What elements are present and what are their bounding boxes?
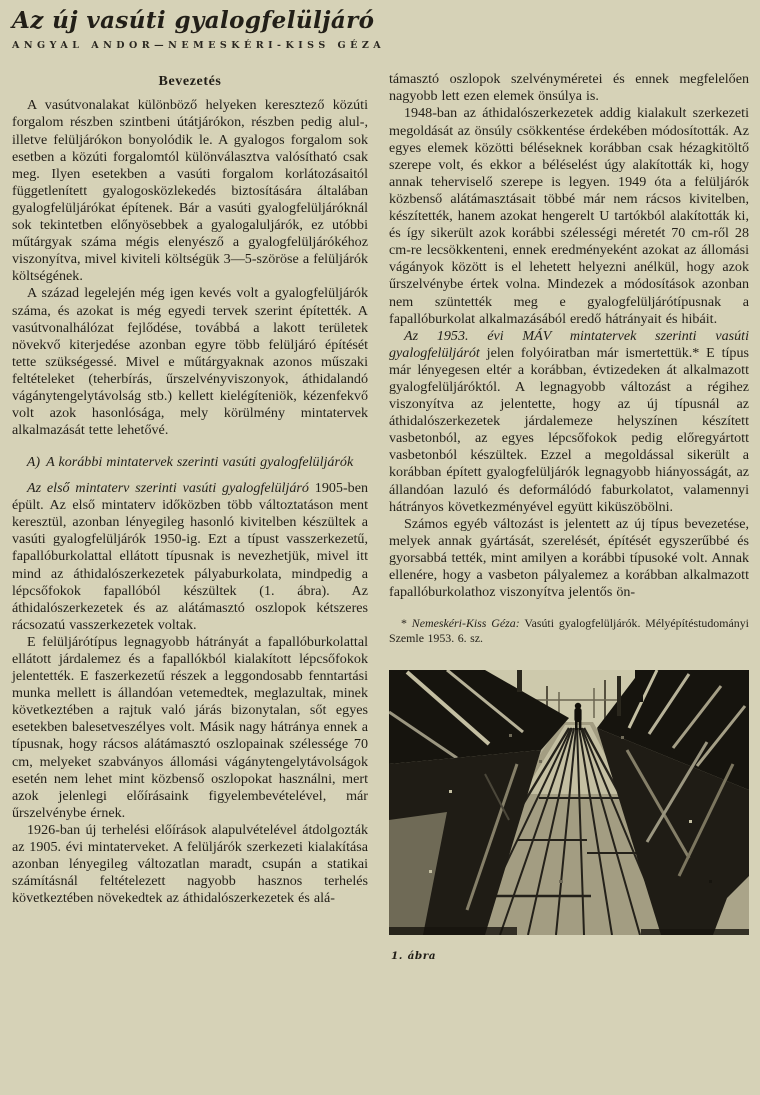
paragraph: A vasútvonalakat különböző helyeken keresztező közúti forgalom részben szintbeni útátjárókon, részben pedig alul-, illetve felüljárókon bonyolódik le. A gyalogos forgalom sok esetben a közúti forgalomtól különválasztva valósítható csak meg. Ilyen esetekben a vasúti forgalom korlátozásaitól függetlenített gyalogosközlekedés biztosítására általában gyalogfelüljárókat építenek. Bár a vasúti gyalogfelüljáróknál sok tekintetben előnyösebbek a gyalogaluljárók, ez utóbbi műtárgyak száma mégis elenyésző a gyalogfelüljárókéhoz viszonyítva, mivel kiviteli költségük 3—5-szöröse a felüljárók költségének.: [12, 97, 368, 285]
paragraph-rest: jelen folyóiratban már ismertettük.* E típus már lényegesen eltér a korábban, évtizedeken át alkalmazott gyalogfelüljáróktól. A legnagyobb változást a régihez viszonyítva az jelentette, hogy az új típusnál az áthidalószerkezetek járdalemeze helyszínen készített vasbetonból, az egyes lépcsőfokok pedig előregyártott vasbetonból készültek. Ezzel a megoldással sikerült a korábban épített gyalogfelüljárók legnagyobb hiányosságát, az állandóan lazuló és deformálódó faburkolatot, valamennyi hátrányos következményével együtt kiküszöbölni.: [389, 344, 749, 515]
subsection-label: A): [26, 454, 41, 471]
authors-line: ANGYAL ANDOR—NEMESKÉRI-KISS GÉZA: [12, 40, 386, 52]
paragraph: 1926-ban új terhelési előírások alapulvételével átdolgozták az 1905. évi mintaterveket. A felüljárók szerkezeti kialakítása azonban lényegileg változatlan maradt, csupán a statikai számításnál feltételezett nagyobb hasznos terhelés következtében növekedtek az áthidalószerkezetek és alá-: [12, 821, 368, 907]
footnote: [389, 616, 749, 646]
subsection-heading: [16, 454, 364, 471]
footnote-author: Nemeskéri-Kiss Géza:: [411, 616, 520, 631]
bridge-photo: [389, 670, 749, 935]
paragraph: [12, 480, 368, 634]
footnote-text: Vasúti gyalogfelüljárók. Mélyépítéstudományi Szemle 1953. 6. sz.: [389, 616, 749, 645]
paragraph-rest: 1905-ben épült. Az első mintaterv időközben több változtatáson ment keresztül, azonban lényegileg hasonló kivitelben készültek a vasúti gyalogfelüljárók 1950-ig. Ezt a típust vasszerkezetű, fapallóburkolattal ellátott típusnak is nevezhetjük, mivel itt mind az áthidalószerkezetek pályaburkolata, mindpedig a lépcsőfokok fapallóból készültek (1. ábra). Az áthidalószerkezetek és az alátámasztó oszlopok kétszeres rácsozatú vasszerkezetek voltak.: [12, 480, 368, 633]
paragraph: Számos egyéb változást is jelentett az új típus bevezetése, melyek annak gyártását, szerelését, építését egyszerűbbé és gyorsabbá tették, mint amilyen a korábbi típusoké volt. Annak ellenére, hogy a vasbeton pályalemez a korábban alkalmazott fapallóburkolathoz viszonyítva jelentős ön-: [389, 515, 749, 601]
article-columns: [12, 71, 752, 965]
intro-heading: Bevezetés: [158, 74, 222, 90]
figure-1: [389, 670, 749, 965]
left-column: [12, 71, 368, 965]
paragraph: [389, 328, 749, 516]
figure-caption: 1. ábra: [391, 949, 437, 962]
paragraph-lead-italic: Az első mintaterv szerinti vasúti gyalogfelüljáró: [27, 480, 309, 497]
paragraph-continuation: támasztó oszlopok szelvényméretei és ennek megfelelően nagyobb lett ezen elemek önsúlya is.: [389, 71, 749, 105]
paragraph: A század legelején még igen kevés volt a gyalogfelüljárók száma, és azokat is még egyedi tervek szerint építették. A vasútvonalhálózat fejlődése, továbbá a lakott területek növekvő kiterjedése azonban egyre több felüljáró építését tette szükségessé. Mivel e műtárgyaknak azonos műszaki feltételeket (teherbírás, űrszelvényviszonyok, áthidalandó vágánytengelytávolság stb.) kellett kielégíteniök, kézenfekvő volt azok hasonlósága, mely körülmény mintatervek alkalmazását tette lehetővé.: [12, 285, 368, 439]
paragraph: E felüljárótípus legnagyobb hátrányát a fapallóburkolattal ellátott járdalemez és a fapallókból kialakított lépcsőfokok jelentették. E faszerkezetű részek a leggondosabb fenntartási munka mellett is állandóan vetemedtek, meglazultak, minek következtében a rajtuk való járás bizonytalan, sőt egyes esetekben balesetveszélyes volt. Másik nagy hátránya ennek a típusnak, hogy rácsos alátámasztó oszlopainak szélessége 70 cm, melyeket szabványos állomási vágánytengelytávolságok esetén nem lehet mint közbenső oszlopokat használni, mert azok jelenlegi előírásaink figyelembevételével, már űrszelvénybe érnek.: [12, 633, 368, 821]
paragraph-lead-italic: Az 1953. évi MÁV mintatervek szerinti vasúti gyalogfelüljárót: [389, 327, 749, 361]
subsection-title: A korábbi mintatervek szerinti vasúti gyalogfelüljárók: [46, 454, 354, 471]
footnote-star: *: [401, 616, 407, 631]
page-title: Az új vasúti gyalogfelüljáró: [12, 7, 375, 34]
right-column: [389, 71, 749, 965]
paragraph: 1948-ban az áthidalószerkezetek addig kialakult szerkezeti megoldását az önsúly csökkentése érdekében módosították. Az egyes elemek közötti béléseknek korábban csak hézagkitöltő szerepe volt, és ekkor a béléselést úgy alakították ki, hogy annak teherviselő szerepe is legyen. 1949 óta a felüljárók közbenső alátámasztásait többé már nem rácsos kivitelben, készítették, hanem azokat hengerelt U tartókból alakították ki, és így sikerült azok korábbi szélességi méretét 70 cm-ről 28 cm-re lecsökkenteni, ennek eredményeként azokat az állomási vágányok között is el lehetett helyezni anélkül, hogy azok űrszelvénybe értek volna. Mindezek a módosítások azonban nem szüntették meg e gyalogfelüljárótípusnak a fapallóburkolat alkalmazásából eredő hátrányait és hibáit.: [389, 105, 749, 327]
